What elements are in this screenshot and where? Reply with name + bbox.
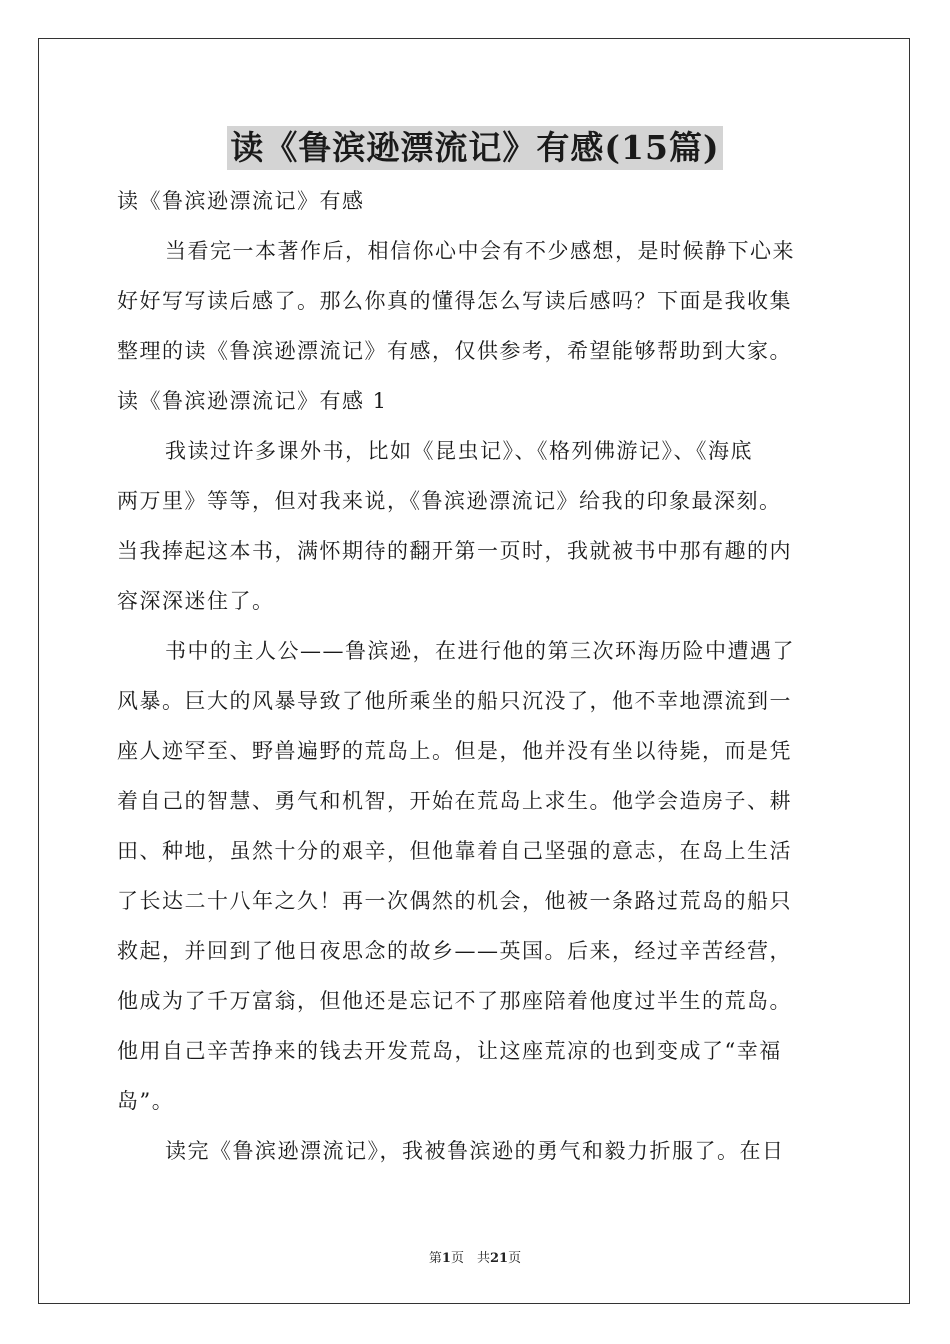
text-line: 读完《鲁滨逊漂流记》，我被鲁滨逊的勇气和毅力折服了。在日 xyxy=(165,1139,785,1163)
text-line: 我读过许多课外书，比如《昆虫记》、《格列佛游记》、《海底 xyxy=(165,439,753,463)
text-line: 着自己的智慧、勇气和机智，开始在荒岛上求生。他学会造房子、耕 xyxy=(117,789,792,813)
text-line: 读《鲁滨逊漂流记》有感 1 xyxy=(117,389,388,413)
text-line: 读《鲁滨逊漂流记》有感 xyxy=(117,189,365,213)
text-line: 座人迹罕至、野兽遍野的荒岛上。但是，他并没有坐以待毙，而是凭 xyxy=(117,739,792,763)
footer-mid: 页 共 xyxy=(450,1251,490,1266)
text-line: 容深深迷住了。 xyxy=(117,589,275,613)
footer-suffix: 页 xyxy=(508,1251,522,1266)
text-line: 当看完一本著作后，相信你心中会有不少感想，是时候静下心来 xyxy=(165,239,795,263)
text-line: 好好写写读后感了。那么你真的懂得怎么写读后感吗？下面是我收集 xyxy=(117,289,792,313)
title-container xyxy=(0,126,950,170)
document-title: 读《鲁滨逊漂流记》有感(15篇) xyxy=(227,126,722,170)
text-line: 他用自己辛苦挣来的钱去开发荒岛，让这座荒凉的也到变成了“幸福 xyxy=(117,1039,782,1063)
text-line: 整理的读《鲁滨逊漂流记》有感，仅供参考，希望能够帮助到大家。 xyxy=(117,339,792,363)
text-line: 风暴。巨大的风暴导致了他所乘坐的船只沉没了，他不幸地漂流到一 xyxy=(117,689,792,713)
document-body xyxy=(117,176,833,1176)
footer-page-number: 1 xyxy=(441,1251,451,1266)
text-line: 田、种地，虽然十分的艰辛，但他靠着自己坚强的意志，在岛上生活 xyxy=(117,839,792,863)
text-line: 书中的主人公——鲁滨逊，在进行他的第三次环海历险中遭遇了 xyxy=(165,639,795,663)
text-line: 了长达二十八年之久！再一次偶然的机会，他被一条路过荒岛的船只 xyxy=(117,889,792,913)
page-footer xyxy=(0,1247,950,1266)
text-line: 他成为了千万富翁，但他还是忘记不了那座陪着他度过半生的荒岛。 xyxy=(117,989,792,1013)
text-line: 当我捧起这本书，满怀期待的翻开第一页时，我就被书中那有趣的内 xyxy=(117,539,792,563)
footer-total-pages: 21 xyxy=(489,1251,509,1266)
footer-prefix: 第 xyxy=(428,1251,442,1266)
text-line: 岛”。 xyxy=(117,1089,175,1113)
text-line: 两万里》等等，但对我来说，《鲁滨逊漂流记》给我的印象最深刻。 xyxy=(117,489,782,513)
text-line: 救起，并回到了他日夜思念的故乡——英国。后来，经过辛苦经营， xyxy=(117,939,792,963)
